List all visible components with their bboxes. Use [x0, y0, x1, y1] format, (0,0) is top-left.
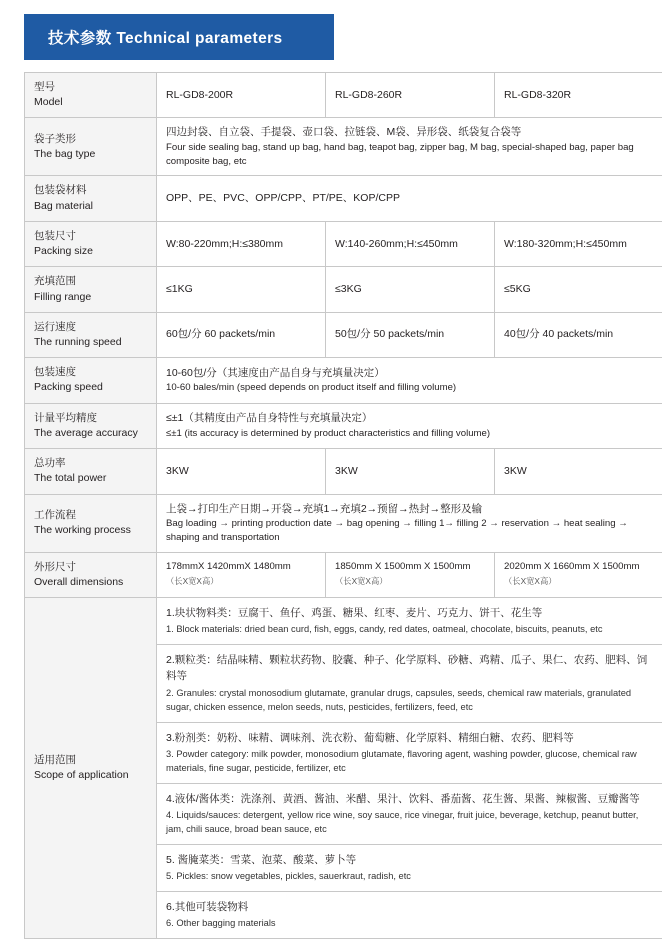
- total-power-value-2: 3KW: [326, 449, 495, 494]
- spec-sheet-page: [0, 14, 662, 898]
- table-row: [25, 494, 662, 552]
- row-label-filling-range: 充填范围 Filling range: [25, 267, 157, 312]
- packing-size-value-1: W:80-220mm;H:≤380mm: [157, 221, 326, 266]
- row-label-running-speed: 运行速度 The running speed: [25, 312, 157, 357]
- row-label-model: 型号 Model: [25, 73, 157, 118]
- packing-size-value-3: W:180-320mm;H:≤450mm: [495, 221, 662, 266]
- filling-range-value-1: ≤1KG: [157, 267, 326, 312]
- row-label-overall-dimensions: 外形尺寸 Overall dimensions: [25, 552, 157, 597]
- running-speed-value-3: 40包/分 40 packets/min: [495, 312, 662, 357]
- table-row-scope: [25, 598, 662, 939]
- row-label-scope-of-application: 适用范围 Scope of application: [25, 598, 157, 939]
- table-row: [25, 176, 662, 221]
- total-power-value-1: 3KW: [157, 449, 326, 494]
- average-accuracy-value: ≤±1（其精度由产品自身特性与充填量决定） ≤±1 (its accuracy is determined by product characteristics and filling volume): [157, 403, 662, 448]
- scope-item: 6.其他可装袋物料 6. Other bagging materials: [157, 892, 662, 938]
- total-power-value-3: 3KW: [495, 449, 662, 494]
- row-label-working-process: 工作流程 The working process: [25, 494, 157, 552]
- model-value-3: RL-GD8-320R: [495, 73, 662, 118]
- table-row: [25, 73, 662, 118]
- filling-range-value-3: ≤5KG: [495, 267, 662, 312]
- scope-item: 4.液体/酱体类：洗涤剂、黄酒、酱油、米醋、果汁、饮料、番茄酱、花生酱、果酱、辣椒酱、豆瓣酱等 4. Liquids/sauces: detergent, yellow rice wine, soy sauce, rice vinegar, fruit juice, beverage, ketchup, peanut butter, jam, chili sauce, broad bean sauce, etc: [157, 784, 662, 845]
- running-speed-value-1: 60包/分 60 packets/min: [157, 312, 326, 357]
- table-row: [25, 449, 662, 494]
- row-label-bag-type: 袋子类形 The bag type: [25, 118, 157, 176]
- table-row: [25, 312, 662, 357]
- model-value-1: RL-GD8-200R: [157, 73, 326, 118]
- scope-of-application-value: [157, 598, 662, 939]
- header-banner: [24, 14, 334, 60]
- packing-speed-value: 10-60包/分（其速度由产品自身与充填量决定） 10-60 bales/min (speed depends on product itself and filling volume): [157, 358, 662, 403]
- row-label-average-accuracy: 计量平均精度 The average accuracy: [25, 403, 157, 448]
- bag-type-value: 四边封袋、自立袋、手提袋、壶口袋、拉链袋、M袋、异形袋、纸袋复合袋等 Four side sealing bag, stand up bag, hand bag, teapot bag, zipper bag, M bag, special-shaped bag, paper bag composite bag, etc: [157, 118, 662, 176]
- banner-title-cn: 技术参数: [48, 30, 112, 47]
- packing-size-value-2: W:140-260mm;H:≤450mm: [326, 221, 495, 266]
- overall-dimensions-value-1: 178mmX 1420mmX 1480mm （长X宽X高）: [157, 552, 326, 597]
- filling-range-value-2: ≤3KG: [326, 267, 495, 312]
- scope-item: 3.粉剂类：奶粉、味精、调味剂、洗衣粉、葡萄糖、化学原料、精细白糖、农药、肥料等 3. Powder category: milk powder, monosodium glutamate, flavoring agent, washing powder, glucose, chemical raw materials, fine sugar, pesticide, fertilizer, etc: [157, 723, 662, 784]
- scope-item: 2.颗粒类：结晶味精、颗粒状药物、胶囊、种子、化学原料、砂糖、鸡精、瓜子、果仁、农药、肥料、饲料等 2. Granules: crystal monosodium glutamate, granular drugs, capsules, seeds, chemical raw materials, granulated sugar, chicken essence, melon seeds, nuts, pesticides, fertilizers, feed, etc: [157, 645, 662, 722]
- table-row: [25, 267, 662, 312]
- row-label-total-power: 总功率 The total power: [25, 449, 157, 494]
- row-label-packing-speed: 包装速度 Packing speed: [25, 358, 157, 403]
- scope-item: 1.块状物料类：豆腐干、鱼仔、鸡蛋、糖果、红枣、麦片、巧克力、饼干、花生等 1. Block materials: dried bean curd, fish, eggs, candy, red dates, oatmeal, chocolate, biscuits, peanuts, etc: [157, 598, 662, 645]
- running-speed-value-2: 50包/分 50 packets/min: [326, 312, 495, 357]
- table-row: [25, 403, 662, 448]
- banner-title-en: Technical parameters: [116, 30, 282, 47]
- model-value-2: RL-GD8-260R: [326, 73, 495, 118]
- working-process-value: 上袋→打印生产日期→开袋→充填1→充填2→预留→热封→整形及输 Bag loading → printing production date → bag opening → filling 1→ filling 2 → reservation → heat sealing → shaping and transportation: [157, 494, 662, 552]
- bag-material-value: OPP、PE、PVC、OPP/CPP、PT/PE、KOP/CPP: [157, 176, 662, 221]
- row-label-packing-size: 包装尺寸 Packing size: [25, 221, 157, 266]
- table-row: [25, 118, 662, 176]
- table-row: [25, 552, 662, 597]
- overall-dimensions-value-3: 2020mm X 1660mm X 1500mm （长X宽X高）: [495, 552, 662, 597]
- table-row: [25, 221, 662, 266]
- banner-title: [48, 26, 283, 48]
- table-row: [25, 358, 662, 403]
- overall-dimensions-value-2: 1850mm X 1500mm X 1500mm （长X宽X高）: [326, 552, 495, 597]
- scope-item: 5. 酱腌菜类：雪菜、泡菜、酸菜、萝卜等 5. Pickles: snow vegetables, pickles, sauerkraut, radish, etc: [157, 845, 662, 892]
- row-label-bag-material: 包装袋材料 Bag material: [25, 176, 157, 221]
- technical-parameters-table: [24, 72, 662, 939]
